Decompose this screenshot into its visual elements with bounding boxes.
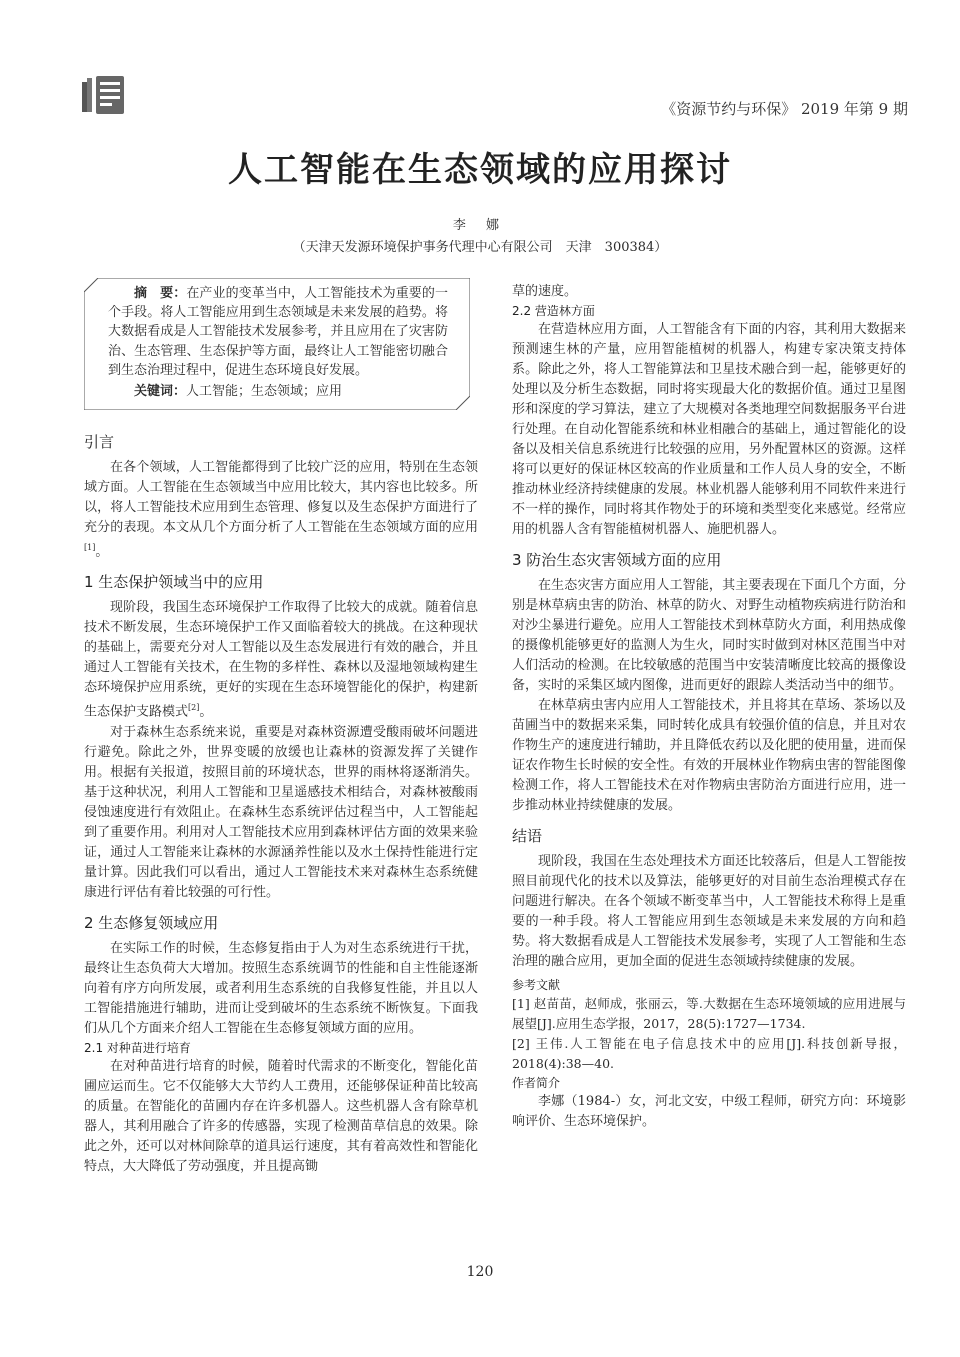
citation-1: [1] bbox=[84, 543, 96, 552]
section-2-2-paragraph: 在营造林应用方面，人工智能含有下面的内容，其利用大数据来预测速生林的产量，应用智能植树的机器人，构建专家决策支持体系。除此之外，将人工智能算法和卫星技术融合到一起，能够更好的处理以及分析生态数据，同时将实现最大化的数据价值。通过卫星图形和深度的学习算法，建立了大规模对各类地理空间数据服务平台进行处理。在自动化智能系统和林业相融合的基础上，通过智能化的设备以及相关信息系统进行比较强的应用，另外配置林区的资源。这样将可以更好的保证林区较高的作业质量和工作人员人身的安全，不断推动林业经济持续健康的发展。林业机器人能够利用不同软件来进行不一样的操作，同时将其作物处于的环境和类型变化来感觉。经常应用的机器人含有智能植树机器人、施肥机器人。 bbox=[512, 322, 906, 537]
keywords: 人工智能；生态领域；应用 bbox=[186, 384, 343, 400]
section-2-paragraph: 在实际工作的时候，生态修复指由于人为对生态系统进行干扰，最终让生态负荷大大增加。按照生态系统调节的性能和自主性能逐渐向着有序方向所发展，或者利用生态系统的自我修复性能，并且以人工智能措施进行辅助，进而让受到破坏的生态系统不断恢复。下面我们从几个方面来介绍人工智能在生态修复领域方面的应用。 bbox=[84, 940, 478, 1036]
references-heading: 参考文献 bbox=[512, 978, 561, 992]
left-column bbox=[84, 432, 478, 1177]
journal-header: 《资源节约与环保》 2019 年第 9 期 bbox=[661, 100, 908, 118]
author-name: 李 娜 bbox=[452, 218, 508, 233]
section-3-heading: 3 防治生态灾害领域方面的应用 bbox=[512, 551, 722, 569]
conclusion-heading: 结语 bbox=[512, 827, 543, 845]
abstract-text: 在产业的变革当中，人工智能技术为重要的一个手段。将人工智能应用到生态领域是未来发展的趋势。将大数据看成是人工智能技术发展参考，并且应用在了灾害防治、生态管理、生态保护等方面，最终让人工智能密切融合到生态治理过程中，促进生态环境良好发展。 bbox=[108, 286, 448, 378]
section-3-paragraph-1: 在生态灾害方面应用人工智能，其主要表现在下面几个方面，分别是林草病虫害的防治、林草的防火、对野生动植物疾病进行防治和对沙尘暴进行避免。应用人工智能技术到林草防火方面，利用热成像的摄像机能够更好的监测人为生火，同时实时做到对林区范围当中对人们活动的检测。在比较敏感的范围当中安装清晰度比较高的摄像设备，实时的采集区域内图像，进而更好的跟踪人类活动当中的细节。 bbox=[512, 578, 906, 693]
reference-1: [1] 赵苗苗，赵师成，张丽云，等.大数据在生态环境领域的应用进展与展望[J].应用生态学报，2017，28(5):1727—1734. bbox=[512, 996, 906, 1031]
author-affiliation: （天津天发源环境保护事务代理中心有限公司 天津 300384） bbox=[292, 240, 668, 255]
page-number: 120 bbox=[466, 1264, 494, 1280]
reference-2: [2] 王伟.人工智能在电子信息技术中的应用[J].科技创新导报，2018(4):38—40. bbox=[512, 1036, 906, 1071]
intro-paragraph: 在各个领域，人工智能都得到了比较广泛的应用，特别在生态领域方面。人工智能在生态领域当中应用比较大，其内容也比较多。所以，将人工智能技术应用到生态管理、修复以及生态保护方面进行了充分的表现。本文从几个方面分析了人工智能在生态领域方面的应用[1]。 bbox=[84, 460, 478, 560]
section-2-1-paragraph: 在对种苗进行培育的时候，随着时代需求的不断变化，智能化苗圃应运而生。它不仅能够大大节约人工费用，还能够保证种苗比较高的质量。在智能化的苗圃内存在许多机器人。这些机器人含有除草机器人，其利用融合了许多的传感器，实现了检测苗草信息的效果。除此之外，还可以对林间除草的道具运行速度，其有着高效性和智能化特点，大大降低了劳动强度，并且提高锄 bbox=[84, 1058, 478, 1174]
section-2-2-heading: 2.2 营造林方面 bbox=[512, 304, 595, 318]
section-2-heading: 2 生态修复领域应用 bbox=[84, 913, 219, 932]
author-bio-heading: 作者简介 bbox=[512, 1076, 561, 1090]
keywords-label: 关键词： bbox=[134, 384, 187, 400]
intro-heading: 引言 bbox=[84, 433, 115, 451]
keywords-line bbox=[108, 382, 448, 401]
right-column bbox=[512, 282, 906, 1132]
article-title: 人工智能在生态领域的应用探讨 bbox=[228, 150, 732, 190]
abstract-label: 摘 要： bbox=[134, 286, 187, 301]
section-2-1-heading: 2.1 对种苗进行培育 bbox=[84, 1040, 191, 1055]
section-1-paragraph-1: 现阶段，我国生态环境保护工作取得了比较大的成就。随着信息技术不断发展，生态环境保护工作又面临着较大的挑战。在这种现状的基础上，需要充分对人工智能以及生态发展进行有效的融合，并且通过人工智能有关技术，在生物的多样性、森林以及湿地领域构建生态环境保护应用系统，更好的实现在生态环境智能化的保护，构建新生态保护支路模式[2]。 bbox=[84, 600, 478, 720]
abstract-box bbox=[84, 278, 470, 410]
conclusion-paragraph: 现阶段，我国在生态处理技术方面还比较落后，但是人工智能按照目前现代化的技术以及算法，能够更好的对目前生态治理模式存在问题进行解决。在各个领域不断变革当中，人工智能技术称得上是重要的一种手段。将人工智能应用到生态领域是未来发展的方向和趋势。将大数据看成是人工智能技术发展参考，实现了人工智能和生态治理的融合应用，更加全面的促进生态领域持续健康的发展。 bbox=[512, 854, 906, 969]
citation-2: [2] bbox=[188, 703, 200, 713]
section-3-paragraph-2: 在林草病虫害内应用人工智能技术，并且将其在草场、茶场以及苗圃当中的数据来采集，同时转化成具有较强价值的信息，并且对农作物生产的速度进行辅助，并且降低农药以及化肥的使用量，进而保证农作物生长时候的安全性。有效的开展林业作物病虫害的智能图像检测工作，将人工智能技术在对作物病虫害防治方面进行应用，进一步推动林业持续健康的发展。 bbox=[512, 698, 906, 813]
section-1-paragraph-2: 对于森林生态系统来说，重要是对森林资源遭受酸雨破坏问题进行避免。除此之外，世界变暖的放缓也让森林的资源发挥了关键作用。根据有关报道，按照目前的环境状态，世界的雨林将逐渐消失。基于这种状况，利用人工智能和卫星遥感技术相结合，对森林被酸雨侵蚀速度进行有效阻止。在森林生态系统评估过程当中，人工智能起到了重要作用。利用对人工智能技术应用到森林评估方面的效果来验证，通过人工智能来让森林的水源涵养性能以及水土保持性能进行定量计算。因此我们可以看出，通过人工智能技术来对森林生态系统健康进行评估有着比较强的可行性。 bbox=[84, 724, 478, 900]
abstract-paragraph bbox=[108, 284, 448, 380]
section-1-heading: 1 生态保护领域当中的应用 bbox=[84, 573, 264, 592]
continuation-text: 草的速度。 bbox=[512, 284, 578, 299]
document-icon bbox=[82, 76, 126, 116]
author-bio: 李娜（1984-）女，河北文安，中级工程师，研究方向：环境影响评价、生态环境保护。 bbox=[512, 1094, 906, 1129]
